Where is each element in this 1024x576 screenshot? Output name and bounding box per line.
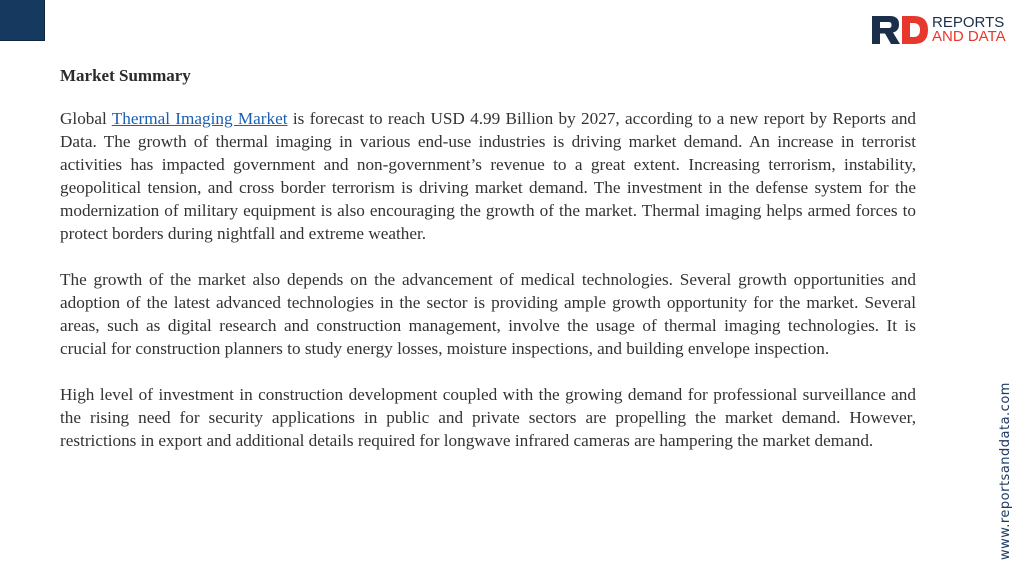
paragraph-1-body: is forecast to reach USD 4.99 Billion by 2027, according to a new report by Reports and Data. The growth of thermal imaging in various end-use industries is driving market demand. An increase in terrorist activities has impacted government and non-government’s revenue to a great extent. Increasing terrorism, instability, geopolitical tension, and cross border terrorism is driving market demand. The investment in the defense system for the modernization of military equipment is also encouraging the growth of the market. Thermal imaging helps armed forces to protect borders during nightfall and extreme weather.	[60, 109, 917, 243]
paragraph-1-intro: Global	[60, 109, 112, 128]
corner-decoration-block	[0, 0, 45, 41]
section-title: Market Summary	[60, 66, 191, 85]
rd-logo-mark-icon	[870, 14, 930, 46]
reports-and-data-logo[interactable]	[870, 14, 1006, 46]
logo-wordmark	[932, 16, 1006, 44]
paragraph-1	[60, 107, 916, 245]
thermal-imaging-market-link[interactable]: Thermal Imaging Market	[111, 109, 288, 128]
market-summary-section	[60, 66, 916, 475]
paragraph-3: High level of investment in construction development coupled with the growing demand for professional surveillance and the rising need for security applications in public and private sectors are propelling the market demand. However, restrictions in export and additional details required for longwave infrared cameras are hampering the market demand.	[60, 385, 916, 450]
paragraph-2: The growth of the market also depends on the advancement of medical technologies. Several growth opportunities and adoption of the latest advanced technologies in the sector is providing ample growth opportunity for the market. Several areas, such as digital research and construction management, involve the usage of thermal imaging technologies. It is crucial for construction planners to study energy losses, moisture inspections, and building envelope inspection.	[60, 270, 916, 358]
website-url-vertical: www.reportsanddata.com	[998, 382, 1013, 560]
logo-text-and-data: AND DATA	[932, 28, 1006, 45]
logo-text-reports: REPORTS	[932, 14, 1005, 31]
